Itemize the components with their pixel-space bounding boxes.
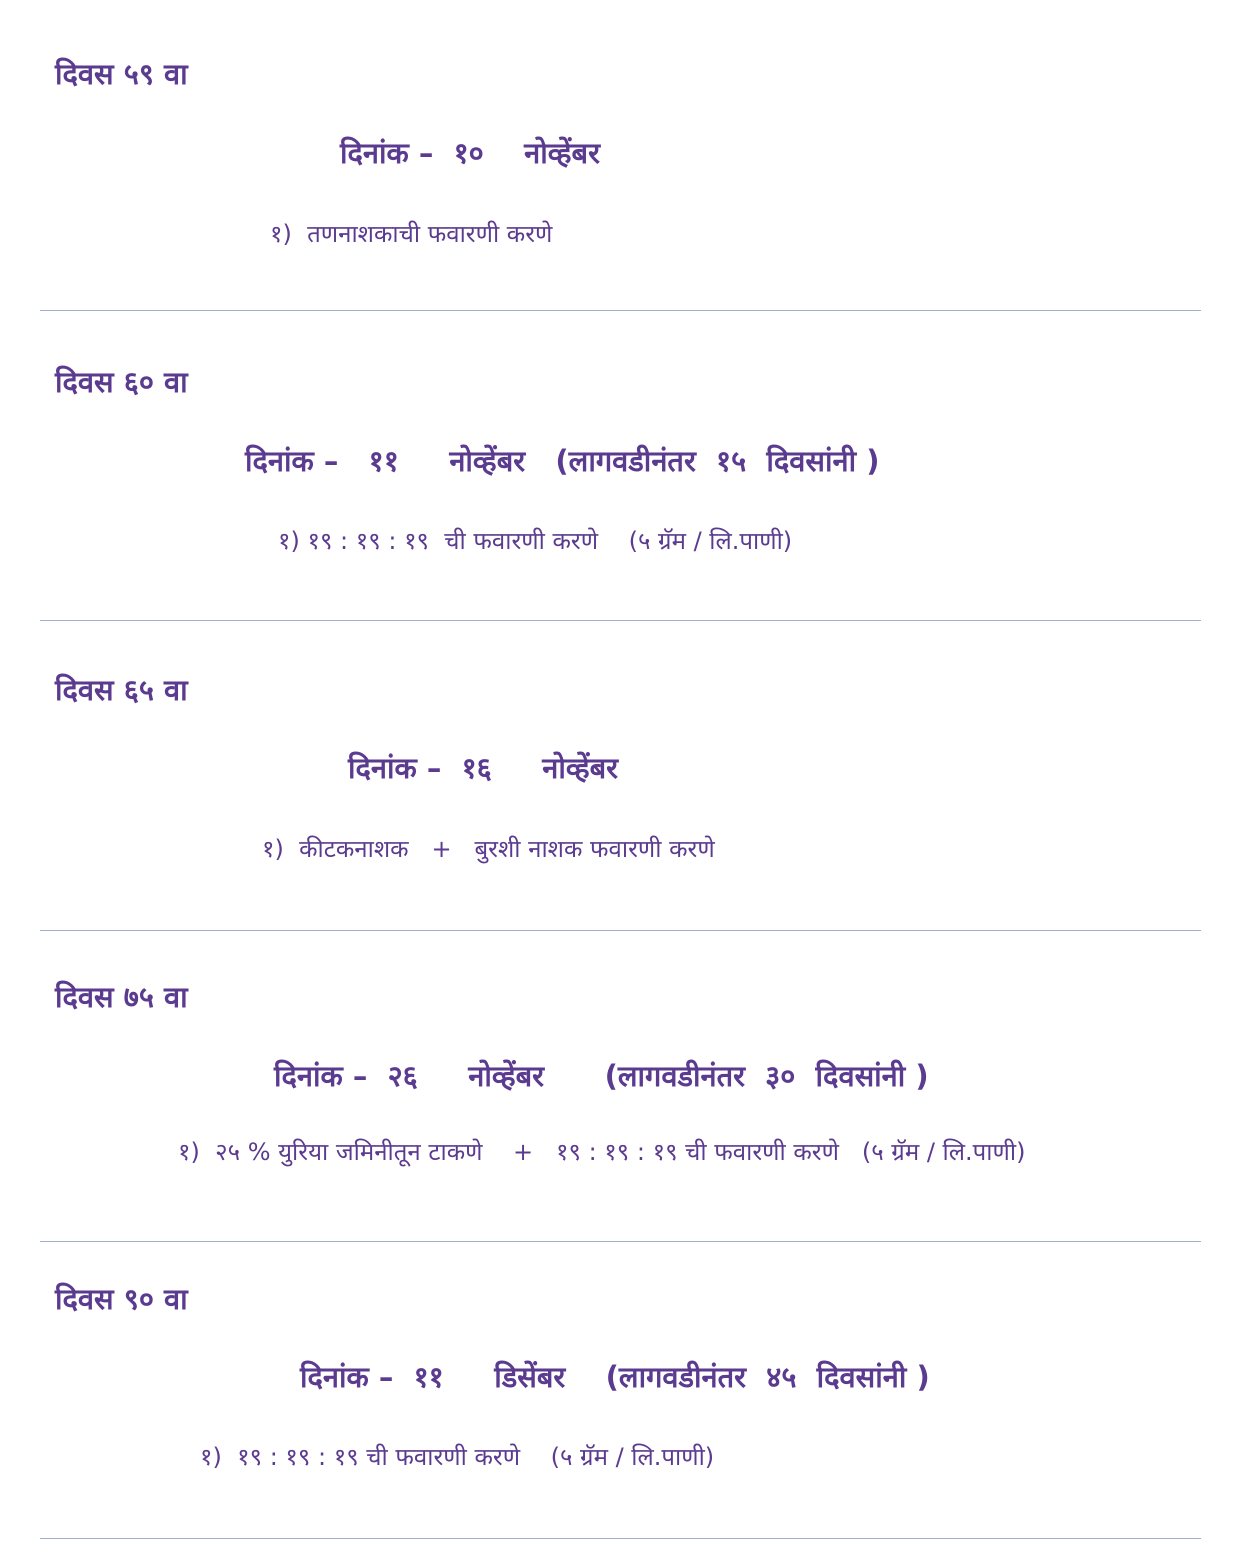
day-heading: दिवस ९० वा [55,1282,188,1316]
day-heading: दिवस ७५ वा [55,980,188,1014]
date-line: दिनांक – १० नोव्हेंबर [340,136,600,170]
day-heading: दिवस ६५ वा [55,673,188,707]
section-divider [40,620,1201,621]
section-divider [40,1538,1201,1539]
task-line: १) १९ : १९ : १९ ची फवारणी करणे (५ ग्रॅम / लि.पाणी) [200,1443,715,1471]
day-heading: दिवस ५९ वा [55,57,188,91]
date-line: दिनांक – २६ नोव्हेंबर (लागवडीनंतर ३० दिवसांनी ) [274,1059,929,1093]
section-divider [40,310,1201,311]
day-heading: दिवस ६० वा [55,365,188,399]
section-divider [40,930,1201,931]
task-line: १) २५ % युरिया जमिनीतून टाकणे + १९ : १९ : १९ ची फवारणी करणे (५ ग्रॅम / लि.पाणी) [178,1138,1026,1166]
date-line: दिनांक – १६ नोव्हेंबर [348,751,619,785]
task-line: १) १९ : १९ : १९ ची फवारणी करणे (५ ग्रॅम / लि.पाणी) [278,527,793,555]
date-line: दिनांक – ११ डिसेंबर (लागवडीनंतर ४५ दिवसांनी ) [300,1360,930,1394]
task-line: १) तणनाशकाची फवारणी करणे [270,220,553,248]
task-line: १) कीटकनाशक + बुरशी नाशक फवारणी करणे [262,835,715,863]
section-divider [40,1241,1201,1242]
date-line: दिनांक – ११ नोव्हेंबर (लागवडीनंतर १५ दिवसांनी ) [245,444,880,478]
